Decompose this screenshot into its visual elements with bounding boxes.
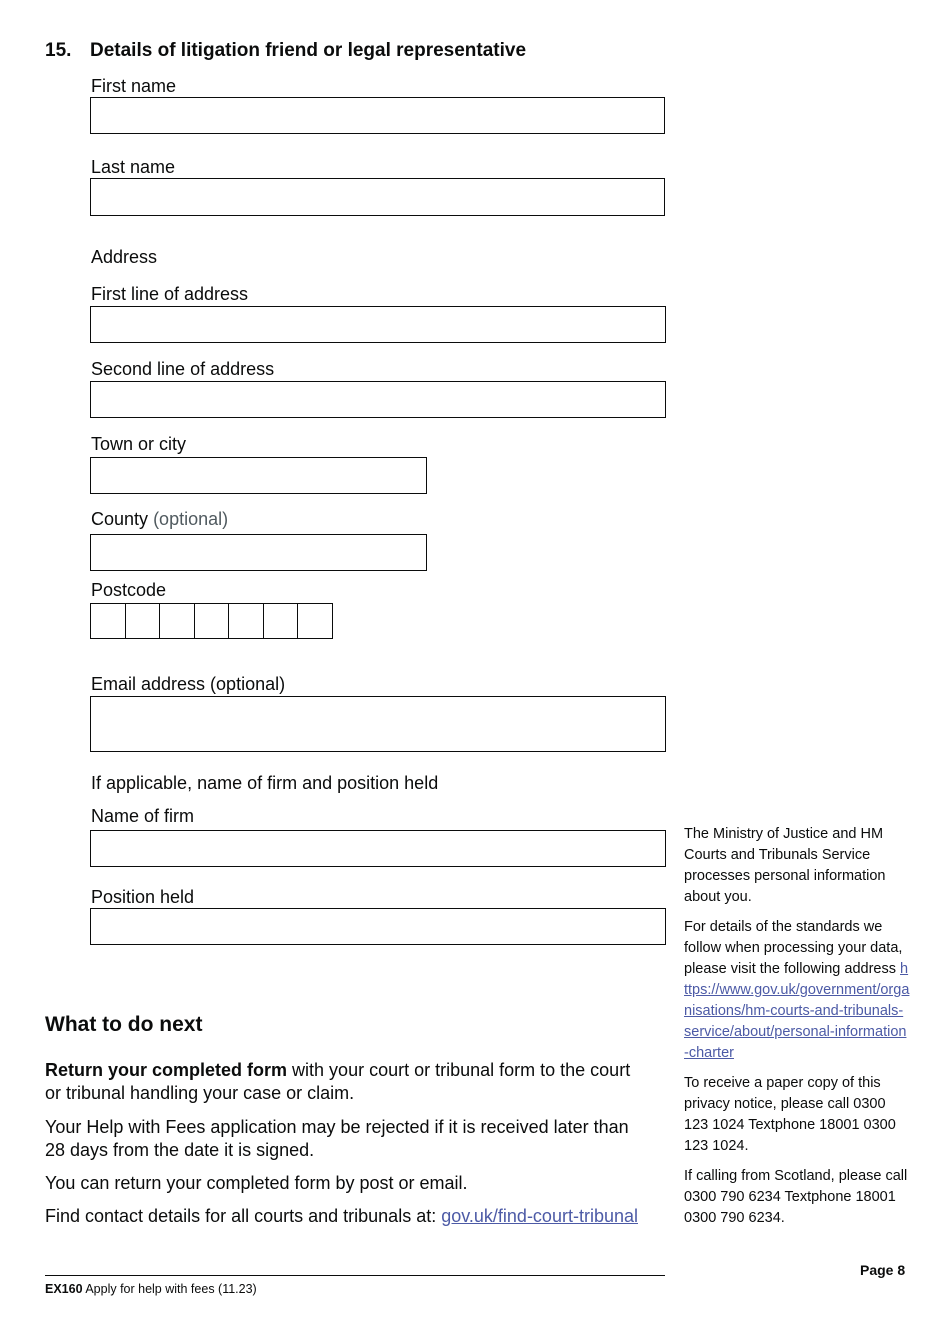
position-label: Position held xyxy=(91,887,195,907)
form-code: EX160 xyxy=(45,1282,83,1296)
what-next-p1-rest: with your court or tribunal form to the court or tribunal handling your case or claim. xyxy=(45,1060,631,1103)
section-number: 15. xyxy=(45,40,72,61)
postcode-cell[interactable] xyxy=(159,603,195,639)
postcode-field[interactable] xyxy=(90,603,332,639)
postcode-cell[interactable] xyxy=(297,603,333,639)
postcode-cell[interactable] xyxy=(125,603,161,639)
email-label: Email address (optional) xyxy=(91,674,286,694)
what-next-bold: Return your completed form xyxy=(45,1060,288,1080)
county-label-text: County xyxy=(91,509,149,529)
privacy-paragraph-2-text: For details of the standards we follow when processing your data, please visit the following address xyxy=(684,919,903,977)
firm-heading: If applicable, name of firm and position held xyxy=(91,773,439,793)
what-next-paragraph-3: You can return your completed form by post or email. xyxy=(45,1173,468,1193)
address-line2-label: Second line of address xyxy=(91,359,275,379)
postcode-label: Postcode xyxy=(91,580,167,600)
what-next-paragraph-4 xyxy=(45,1205,645,1228)
last-name-field[interactable] xyxy=(90,178,665,216)
form-title: Apply for help with fees (11.23) xyxy=(85,1282,257,1296)
footer xyxy=(45,1282,257,1296)
address-line2-field[interactable] xyxy=(90,381,666,418)
what-next-heading: What to do next xyxy=(45,1013,203,1036)
county-optional-hint: (optional) xyxy=(153,509,229,529)
section-title: Details of litigation friend or legal representative xyxy=(90,40,527,61)
town-field[interactable] xyxy=(90,457,427,494)
find-court-link[interactable]: gov.uk/find-court-tribunal xyxy=(441,1206,638,1226)
privacy-notice xyxy=(684,824,910,1229)
footer-divider xyxy=(45,1275,665,1276)
county-field[interactable] xyxy=(90,534,427,571)
address-line1-field[interactable] xyxy=(90,306,666,343)
first-name-label: First name xyxy=(91,76,177,96)
privacy-paragraph-2 xyxy=(684,917,910,1064)
page-number: Page 8 xyxy=(860,1262,906,1278)
what-next-paragraph-2: Your Help with Fees application may be rejected if it is received later than 28 days from the date it is signed. xyxy=(45,1117,629,1160)
postcode-cell[interactable] xyxy=(263,603,299,639)
privacy-paragraph-4: If calling from Scotland, please call 0300 790 6234 Textphone 18001 0300 790 6234. xyxy=(684,1168,908,1226)
town-label: Town or city xyxy=(91,434,187,454)
address-heading: Address xyxy=(91,247,158,267)
address-line1-label: First line of address xyxy=(91,284,249,304)
firm-name-label: Name of firm xyxy=(91,806,195,826)
postcode-cell[interactable] xyxy=(90,603,126,639)
what-next-paragraph-1 xyxy=(45,1059,645,1105)
privacy-paragraph-3: To receive a paper copy of this privacy notice, please call 0300 123 1024 Textphone 18001 0300 123 1024. xyxy=(684,1075,896,1154)
email-field[interactable] xyxy=(90,696,666,752)
first-name-field[interactable] xyxy=(90,97,665,134)
privacy-paragraph-1: The Ministry of Justice and HM Courts and Tribunals Service processes personal information about you. xyxy=(684,826,886,905)
what-next-p4-text: Find contact details for all courts and tribunals at: xyxy=(45,1206,437,1226)
postcode-cell[interactable] xyxy=(228,603,264,639)
position-field[interactable] xyxy=(90,908,666,945)
privacy-charter-link[interactable]: https://www.gov.uk/government/organisations/hm-courts-and-tribunals-service/about/personal-information-charter xyxy=(684,961,910,1061)
county-label xyxy=(91,508,228,530)
postcode-cell[interactable] xyxy=(194,603,230,639)
firm-name-field[interactable] xyxy=(90,830,666,867)
last-name-label: Last name xyxy=(91,157,176,177)
